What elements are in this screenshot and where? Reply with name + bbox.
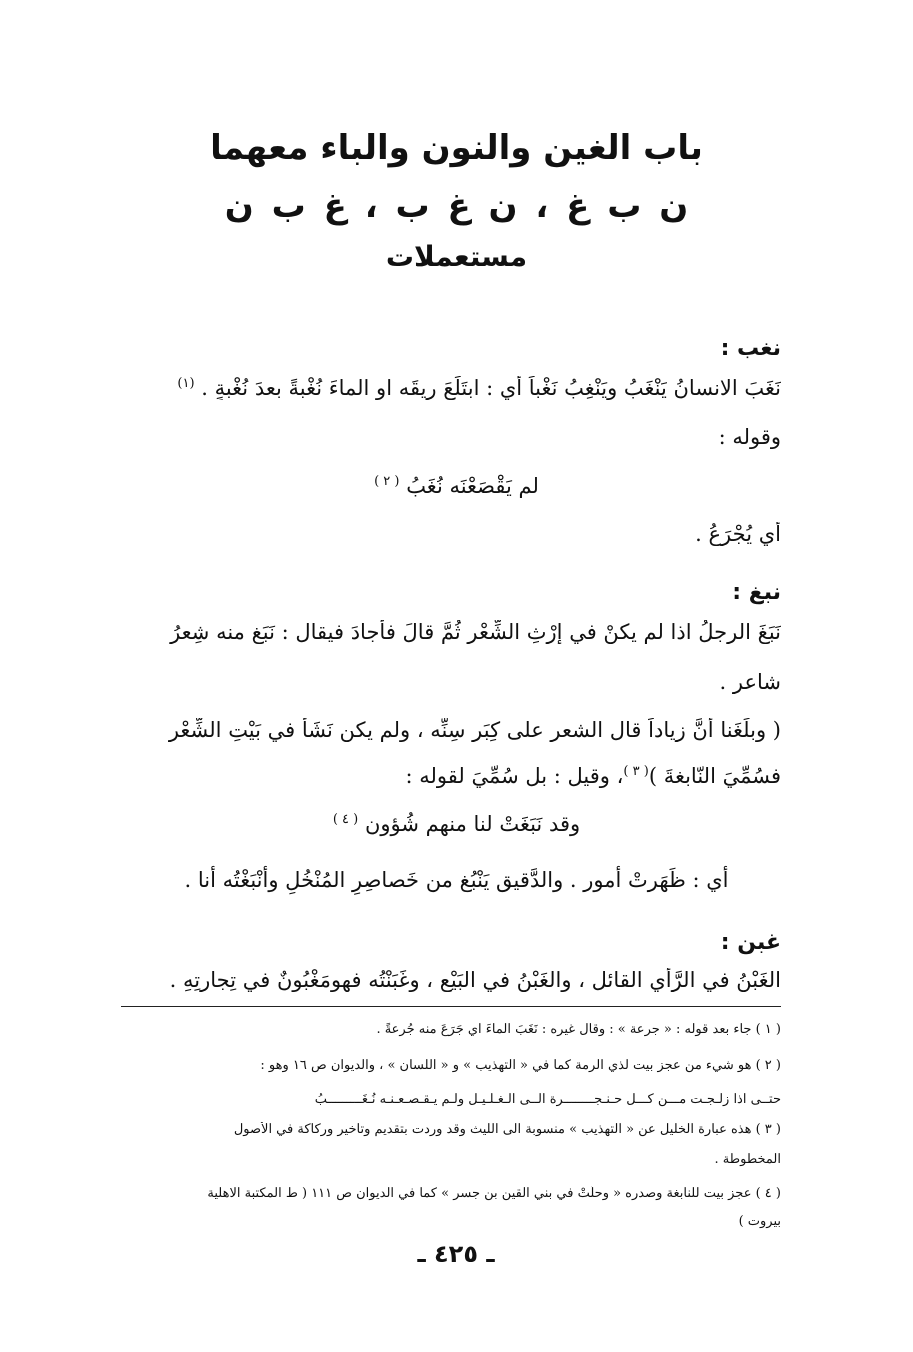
entry-nabagh-line4	[121, 764, 781, 788]
footnote-ref-3: ( ٣ )	[623, 764, 649, 779]
footnote-3-line1: ( ٣ ) هذه عبارة الخليل عن « التهذيب » منسوبة الى الليث وقد وردت بتقديم وتأخير وركاكة في الأصول	[233, 1122, 781, 1137]
entry-naghab-line	[121, 376, 781, 400]
entry-ghabn-line1: الغَبْنُ في الرَّأيِ القائل ، والغَبْنُ في البَيْعِ ، وغَبَنْتُه فهومَغْبُونٌ في تِجارتِهِ .	[169, 968, 781, 992]
page-number: ـ ٤٢٥ ـ	[417, 1240, 495, 1268]
entry-nabagh-line4a: فسُمِّيَ النّابغةَ )	[648, 764, 781, 788]
entry-nabagh-line1: نَبَغَ الرجلُ اذا لم يكنْ في إرْثِ الشِّعْرِ ثُمَّ قالَ فأجادَ فيقال : نَبَغ منه شِعرُ	[170, 620, 781, 644]
chapter-status: مستعملات	[385, 240, 528, 273]
footnote-2: ( ٢ ) هو شيء من عجز بيت لذي الرمة كما في « التهذيب » و « اللسان » ، والديوان ص ١٦ وهو :	[260, 1058, 781, 1073]
footnote-3-line2: المخطوطة .	[714, 1152, 781, 1167]
footnote-ref-1: (١)	[177, 376, 195, 391]
entry-nabagh-line4b: ، وقيل : بل سُمِّيَ لقوله :	[405, 764, 624, 788]
entry-nabagh-verse	[150, 812, 763, 836]
footnote-4-line2: بيروت )	[738, 1214, 781, 1229]
entry-nabagh-line3: ( وبلَغَنا أنَّ زياداً قال الشعر على كِبَرِ سِنِّه ، ولم يكن نَشَأَ في بَيْتِ الشِّعْرِ	[168, 718, 781, 742]
entry-nabagh-line2: شاعرٍ .	[719, 670, 781, 694]
entry-nabagh-gloss: أي : ظَهَرتْ أمور . والدَّقيق يَنْبُغ من خَصاصِرِ المُنْخُلِ وأنْبَغْتُه أنا .	[184, 868, 729, 892]
footnote-divider	[121, 1006, 781, 1007]
footnote-4-line1: ( ٤ ) عجز بيت للنابغة وصدره « وحلّتْ في بني القين بن جسر » كما في الديوان ص ١١١ ( ط المكتبة الاهلية	[207, 1186, 781, 1201]
chapter-roots: ن ب غ ، ن غ ب ، غ ب ن	[224, 186, 689, 226]
entry-naghab-text: نَغَبَ الانسانُ يَنْغَبُ ويَنْغِبُ نَغْباً أي : ابتَلَعَ رِيقَه او الماءَ نُغْبةً بعدَ نُغْبةٍ .	[201, 376, 781, 400]
entry-title-naghab: نغب :	[720, 336, 781, 361]
footnote-ref-2: ( ٢ )	[374, 474, 400, 489]
entry-title-nabagh: نبغ :	[732, 580, 781, 605]
footnote-2-verse: حتــى اذا زلـجـت مـــن كـــل حـنـجــــــــرة الــى الـغـلـيـل ولـم يـقـصـعـنـه نُـغَـــــــــبُ	[314, 1092, 781, 1107]
entry-naghab-gloss: أي يُجْرَعُ .	[695, 522, 781, 546]
footnote-ref-4: ( ٤ )	[332, 812, 359, 827]
entry-naghab-intro: وقوله :	[718, 425, 781, 449]
footnote-1: ( ١ ) جاء بعد قوله : « جرعة » : وقال غيره : نَغَبَ الماءَ اي جَرَعَ منه جُرعةً .	[376, 1022, 781, 1037]
entry-title-ghabn: غبن :	[720, 930, 781, 955]
chapter-title: باب الغين والنون والباء معهما	[210, 128, 703, 168]
verse-text: لم يَقْصَعْنَه نُغَبُ	[406, 474, 539, 498]
entry-naghab-verse	[150, 474, 763, 498]
verse-text: وقد نَبَغَتْ لنا منهم شُؤون	[364, 812, 581, 836]
